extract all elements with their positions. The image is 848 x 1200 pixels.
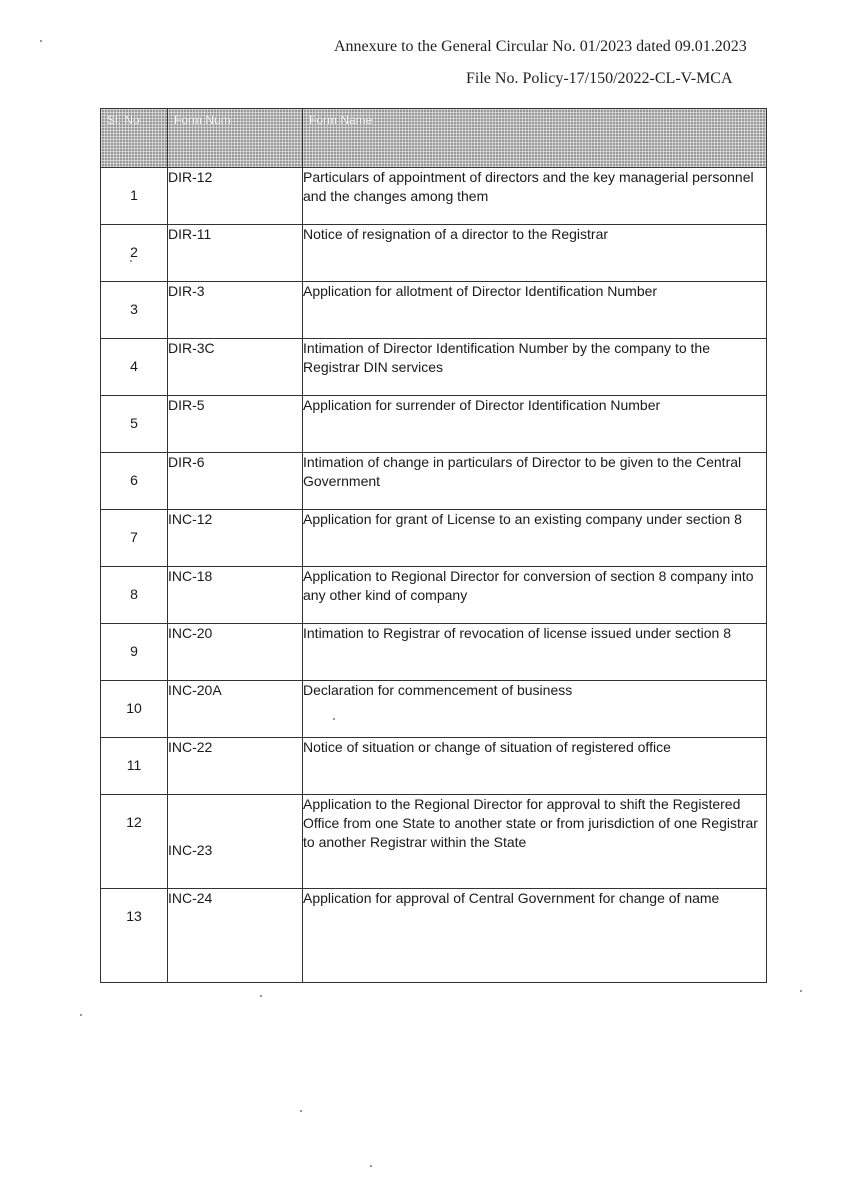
form-num-cell: DIR-3C — [168, 339, 303, 396]
form-num-cell: DIR-12 — [168, 168, 303, 225]
circular-reference: Annexure to the General Circular No. 01/2023 dated 09.01.2023 — [334, 38, 747, 55]
sl-no-cell: 4 — [101, 339, 168, 396]
form-name-cell: Particulars of appointment of directors and the key managerial personnel and the changes among them — [303, 168, 767, 225]
table-row — [101, 168, 767, 225]
table-row — [101, 624, 767, 681]
scan-speck — [800, 990, 802, 992]
scan-speck — [130, 260, 132, 262]
form-name-cell: Notice of resignation of a director to the Registrar — [303, 225, 767, 282]
scan-speck — [333, 718, 335, 720]
table-row — [101, 889, 767, 983]
sl-no-cell: 7 — [101, 510, 168, 567]
table-row — [101, 453, 767, 510]
form-name-cell: Declaration for commencement of business — [303, 681, 767, 738]
column-header-form-num: Form Num — [168, 109, 303, 168]
form-name-cell: Application to the Regional Director for approval to shift the Registered Office from one State to another state or from jurisdiction of one Registrar to another Registrar within the State — [303, 795, 767, 889]
column-header-sl-no: Sl. No — [101, 109, 168, 168]
form-name-cell: Application for grant of License to an existing company under section 8 — [303, 510, 767, 567]
scan-speck — [260, 995, 262, 997]
sl-no-cell: 12 — [101, 795, 168, 889]
sl-no-cell: 8 — [101, 567, 168, 624]
form-name-cell: Application for surrender of Director Identification Number — [303, 396, 767, 453]
form-num-cell: DIR-3 — [168, 282, 303, 339]
form-name-cell: Intimation of change in particulars of Director to be given to the Central Government — [303, 453, 767, 510]
table-row — [101, 795, 767, 889]
table-row — [101, 567, 767, 624]
sl-no-cell: 3 — [101, 282, 168, 339]
form-num-cell: DIR-11 — [168, 225, 303, 282]
form-name-cell: Notice of situation or change of situation of registered office — [303, 738, 767, 795]
form-num-cell: INC-24 — [168, 889, 303, 983]
table-row — [101, 738, 767, 795]
scan-speck — [370, 1165, 372, 1167]
table-row — [101, 282, 767, 339]
column-header-form-name: Form Name — [303, 109, 767, 168]
scan-speck — [300, 1110, 302, 1112]
form-num-cell: INC-22 — [168, 738, 303, 795]
form-num-cell: DIR-6 — [168, 453, 303, 510]
sl-no-cell: 1 — [101, 168, 168, 225]
table-row — [101, 225, 767, 282]
form-num-cell: DIR-5 — [168, 396, 303, 453]
table-row — [101, 681, 767, 738]
sl-no-cell: 6 — [101, 453, 168, 510]
sl-no-cell: 5 — [101, 396, 168, 453]
sl-no-cell: 10 — [101, 681, 168, 738]
form-num-cell: INC-12 — [168, 510, 303, 567]
scan-speck — [80, 1014, 82, 1016]
file-number: File No. Policy-17/150/2022-CL-V-MCA — [466, 70, 733, 87]
table-header-row — [101, 109, 767, 168]
table-row — [101, 339, 767, 396]
form-num-cell: INC-18 — [168, 567, 303, 624]
form-name-cell: Application for approval of Central Government for change of name — [303, 889, 767, 983]
form-name-cell: Application for allotment of Director Identification Number — [303, 282, 767, 339]
form-num-cell: INC-20A — [168, 681, 303, 738]
sl-no-cell: 13 — [101, 889, 168, 983]
scan-speck — [40, 40, 42, 42]
form-num-cell: INC-23 — [168, 795, 303, 889]
form-name-cell: Intimation to Registrar of revocation of license issued under section 8 — [303, 624, 767, 681]
sl-no-cell: 11 — [101, 738, 168, 795]
forms-table — [100, 108, 767, 983]
form-name-cell: Application to Regional Director for conversion of section 8 company into any other kind of company — [303, 567, 767, 624]
form-num-cell: INC-20 — [168, 624, 303, 681]
table-row — [101, 510, 767, 567]
sl-no-cell: 9 — [101, 624, 168, 681]
table-row — [101, 396, 767, 453]
sl-no-cell: 2 — [101, 225, 168, 282]
form-name-cell: Intimation of Director Identification Number by the company to the Registrar DIN services — [303, 339, 767, 396]
